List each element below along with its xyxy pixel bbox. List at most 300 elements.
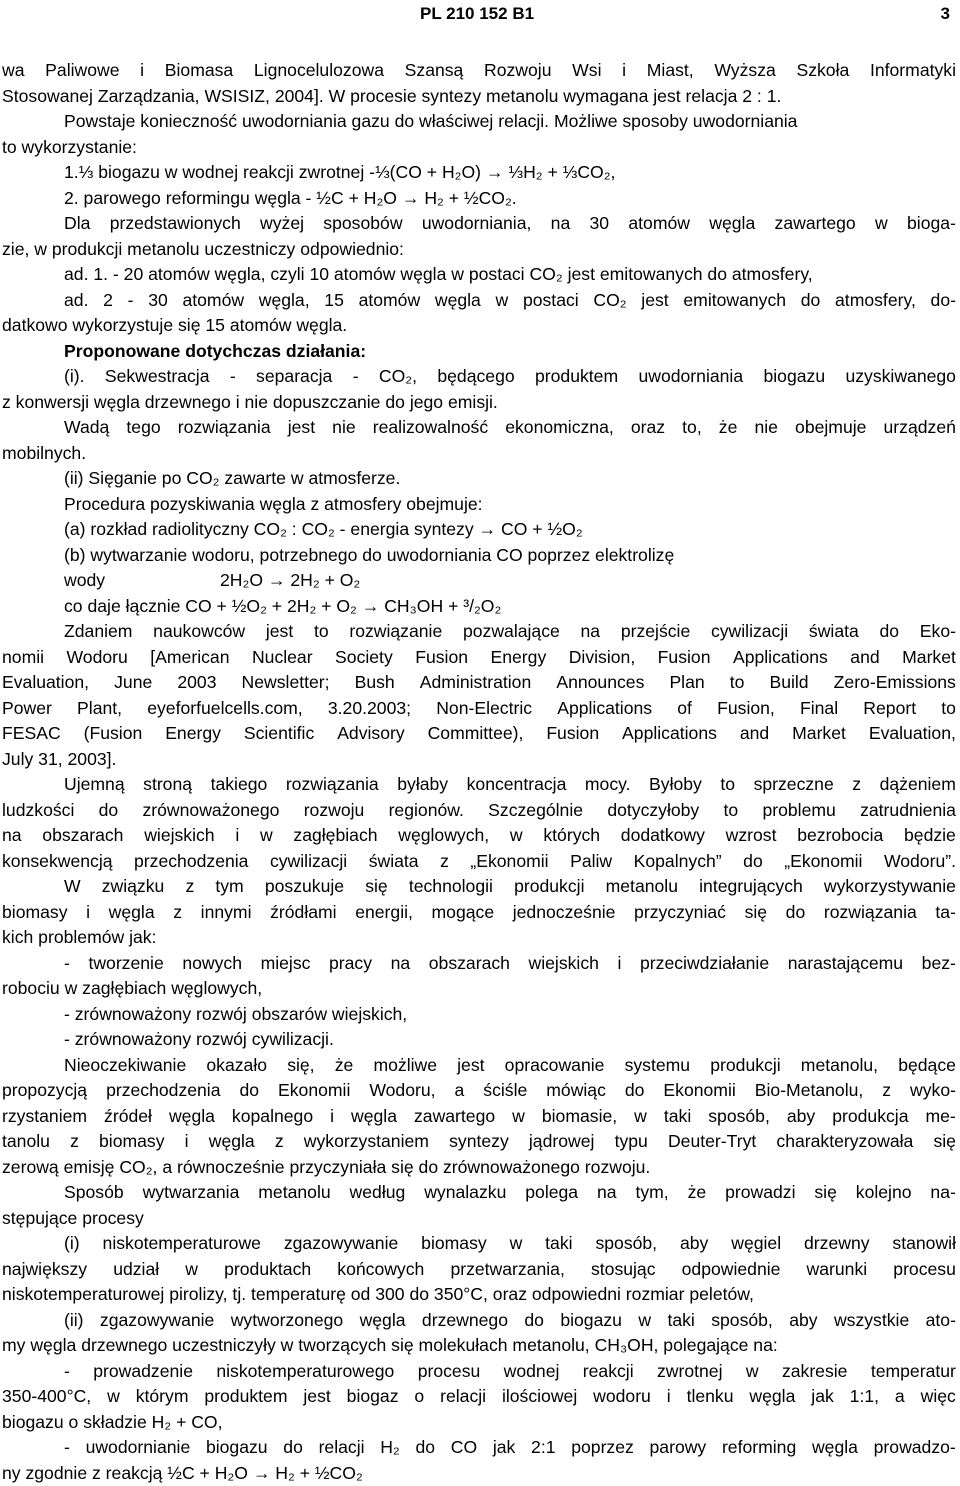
word: dotyczyłoby — [607, 798, 699, 824]
word: w — [107, 1384, 120, 1410]
word: do — [524, 1308, 544, 1334]
word: Report — [863, 696, 916, 722]
word: w — [638, 1308, 651, 1334]
word: ato- — [926, 1308, 956, 1334]
word: kolejno — [856, 1180, 912, 1206]
word: Szczególnie — [488, 798, 583, 824]
text-line — [2, 619, 956, 645]
text-line: robociu w zagłębiach węglowych, — [2, 976, 956, 1002]
word: na — [551, 211, 571, 237]
text-line: Procedura pozyskiwania węgla z atmosfery obejmuje: — [2, 492, 956, 518]
word: Power — [2, 696, 52, 722]
word: produktach — [224, 1257, 311, 1283]
word: urządzeń — [884, 415, 956, 441]
word: Wodoru”. — [884, 849, 956, 875]
word: technologii — [409, 874, 493, 900]
word: Applications — [622, 721, 717, 747]
word: jest — [288, 415, 315, 441]
word: jest — [266, 619, 293, 645]
word: biogaz — [347, 1384, 399, 1410]
word: biogazu — [763, 364, 825, 390]
word: i — [86, 900, 90, 926]
page-header — [0, 0, 960, 30]
word: węgla — [812, 1435, 858, 1461]
word: zgazowywanie — [100, 1308, 214, 1334]
text-line — [2, 1384, 956, 1410]
word: realizowalność — [373, 415, 488, 441]
word: niskotemperaturowe — [103, 1231, 261, 1257]
text-line — [2, 58, 956, 84]
word: CO₂ — [593, 288, 626, 314]
word: innymi — [201, 900, 252, 926]
word: FESAC — [2, 721, 61, 747]
word: oraz — [631, 415, 665, 441]
word: niskotemperaturowego — [216, 1359, 394, 1385]
word: przyczyniać — [634, 900, 726, 926]
word: zgazowywanie — [284, 1231, 398, 1257]
word: Evaluation, — [2, 670, 89, 696]
word: Division, — [569, 645, 635, 671]
word: tego — [126, 415, 160, 441]
word: nomii — [2, 645, 44, 671]
word: produkcja — [832, 1104, 908, 1130]
text-line — [2, 1078, 956, 1104]
text-line: (b) wytwarzanie wodoru, potrzebnego do uwodorniania CO poprzez elektrolizę — [2, 543, 956, 569]
word: jest — [457, 1053, 484, 1079]
text-line: ny zgodnie z reakcją ½C + H₂O → H₂ + ½CO₂ — [2, 1461, 956, 1486]
word: w — [634, 1104, 647, 1130]
word: nie — [332, 415, 355, 441]
section-heading: Proponowane dotychczas działania: — [2, 339, 956, 365]
word: jednocześnie — [513, 900, 616, 926]
word: atomów — [359, 288, 421, 314]
word: taki — [545, 1231, 572, 1257]
word: z — [852, 772, 861, 798]
word: sposób, — [595, 1231, 657, 1257]
word: mogące — [432, 900, 495, 926]
word: - — [64, 951, 70, 977]
text-line: z konwersji węgla drzewnego i nie dopuszczanie do jego emisji. — [2, 390, 956, 416]
word: Wadą — [64, 415, 109, 441]
word: atomów — [628, 211, 690, 237]
word: Paliw — [570, 849, 612, 875]
word: takiego — [211, 772, 268, 798]
word: wszystkie — [834, 1308, 909, 1334]
word: z — [70, 1129, 79, 1155]
word: do — [415, 1435, 435, 1461]
word: dodatkowy — [621, 823, 705, 849]
word: wzrost — [726, 823, 777, 849]
word: prowadzi — [725, 1180, 795, 1206]
word: bez- — [922, 951, 956, 977]
word: w — [512, 1104, 525, 1130]
text-line: Stosowanej Zarządzania, WSISIZ, 2004]. W procesie syntezy metanolu wymagana jest relacja 2 : 1. — [2, 84, 956, 110]
word: Administration — [420, 670, 531, 696]
word: uwodorniania, — [422, 211, 532, 237]
word: - — [353, 364, 359, 390]
word: uwodorniania — [638, 364, 743, 390]
word: do — [801, 288, 821, 314]
word: systemu — [625, 1053, 691, 1079]
word: sposobów — [323, 211, 402, 237]
word: biomasie, — [542, 1104, 617, 1130]
word: jest — [641, 288, 668, 314]
word: drzewnego — [422, 1308, 508, 1334]
word: reforming — [722, 1435, 796, 1461]
word: do — [99, 798, 119, 824]
word: Lignocelulozowa — [254, 58, 384, 84]
word: węglowych, — [398, 823, 489, 849]
word: byłaby — [397, 772, 448, 798]
word: nie — [754, 415, 777, 441]
word: „Ekonomii — [470, 849, 548, 875]
word: rzystaniem — [2, 1104, 87, 1130]
word: 30 — [590, 211, 610, 237]
word: Wyższa — [714, 58, 775, 84]
word: me- — [925, 1104, 955, 1130]
word: i — [235, 823, 239, 849]
word: rozwiązanie — [349, 619, 442, 645]
word: Bush — [355, 670, 395, 696]
word: z — [440, 849, 449, 875]
word: relacji — [440, 1384, 486, 1410]
word: Advisory — [337, 721, 404, 747]
word: wytworzonego — [231, 1308, 343, 1334]
text-line — [2, 900, 956, 926]
text-line — [2, 645, 956, 671]
word: to — [941, 696, 956, 722]
word: - — [128, 288, 134, 314]
word: w — [510, 1231, 523, 1257]
word: cywilizacji — [270, 849, 347, 875]
word: zawartego — [775, 211, 856, 237]
word: procesu — [893, 1257, 956, 1283]
word: koncentracja — [467, 772, 567, 798]
word: Zdaniem — [64, 619, 132, 645]
text-line — [2, 874, 956, 900]
word: biomasy — [99, 1129, 165, 1155]
word: temperatur — [871, 1359, 956, 1385]
word: odpowiednie — [682, 1257, 781, 1283]
word: Miast, — [647, 58, 694, 84]
word: miejsc — [261, 951, 311, 977]
word: rozwiązania — [824, 900, 917, 926]
word: biomasy — [421, 1231, 487, 1257]
word: Szkoła — [796, 58, 849, 84]
text-line: July 31, 2003]. — [2, 747, 956, 773]
text-line — [2, 1308, 956, 1334]
text-line — [2, 849, 956, 875]
text-line — [2, 1257, 956, 1283]
word: ilościowej — [502, 1384, 577, 1410]
word: cywilizacji — [711, 619, 788, 645]
word: poprzez — [571, 1435, 634, 1461]
text-line: - zrównoważony rozwój obszarów wiejskich, — [2, 1002, 956, 1028]
text-line — [2, 772, 956, 798]
text-line — [2, 798, 956, 824]
word: Biomasa — [165, 58, 233, 84]
text-line — [2, 1129, 956, 1155]
text-line: - zrównoważony rozwój cywilizacji. — [2, 1027, 956, 1053]
word: i — [140, 58, 144, 84]
word: integrujących — [699, 874, 803, 900]
word: zwrotnej — [657, 1359, 723, 1385]
word: z — [275, 1129, 284, 1155]
word: się — [745, 900, 768, 926]
word: typu — [615, 1129, 648, 1155]
word: że — [688, 1180, 707, 1206]
word: że — [719, 415, 738, 441]
word: Dla — [64, 211, 90, 237]
text-line: zerową emisję CO₂, a równocześnie przyczyniała się do zrównoważonego rozwoju. — [2, 1155, 956, 1181]
word: polega — [525, 1180, 578, 1206]
word: się — [365, 874, 388, 900]
word: na — [581, 619, 601, 645]
word: stroną — [143, 772, 192, 798]
word: że — [335, 1053, 354, 1079]
word: w — [260, 823, 273, 849]
word: W — [64, 874, 81, 900]
word: [American — [150, 645, 229, 671]
text-line: my węgla drzewnego uczestniczyły w tworzących się molekułach metanolu, CH₃OH, polegające na: — [2, 1333, 956, 1359]
word: CO₂, — [379, 364, 417, 390]
word: Bio-Metanolu, — [755, 1078, 864, 1104]
word: węgla — [351, 1104, 397, 1130]
word: Deuter-Tryt — [668, 1129, 756, 1155]
equation-line: (a) rozkład radiolityczny CO₂ : CO₂ - energia syntezy → CO + ½O₂ — [2, 517, 956, 543]
word: pracy — [329, 951, 372, 977]
word: (i) — [64, 1231, 80, 1257]
word: wiejskich — [529, 951, 599, 977]
word: procesu — [418, 1359, 481, 1385]
word: tym, — [635, 1180, 668, 1206]
word: wa — [2, 58, 25, 84]
word: Build — [769, 670, 808, 696]
word: Fusion, — [717, 696, 775, 722]
word: prowadzo- — [874, 1435, 956, 1461]
word: ludzkości — [2, 798, 74, 824]
text-line: mobilnych. — [2, 441, 956, 467]
equation-label: wody — [64, 568, 220, 594]
word: metanolu — [258, 1180, 330, 1206]
word: i — [622, 58, 626, 84]
word: regionów. — [389, 798, 464, 824]
word: to, — [682, 415, 702, 441]
word: metanolu, — [801, 1053, 878, 1079]
word: i — [618, 951, 622, 977]
word: wynalazku — [424, 1180, 506, 1206]
word: wyko- — [910, 1078, 956, 1104]
word: charakteryzowała — [776, 1129, 913, 1155]
word: parowy — [650, 1435, 707, 1461]
text-line: datkowo wykorzystuje się 15 atomów węgla. — [2, 313, 956, 339]
word: biogazu — [560, 1308, 622, 1334]
word: warunki — [807, 1257, 868, 1283]
word: węgla — [709, 211, 755, 237]
word: których — [543, 823, 600, 849]
word: jak — [493, 1435, 516, 1461]
word: świata — [809, 619, 859, 645]
word: węgiel — [731, 1231, 781, 1257]
word: metanolu — [606, 874, 678, 900]
word: tanolu — [2, 1129, 50, 1155]
word: produkcji — [710, 1053, 780, 1079]
word: i — [185, 1129, 189, 1155]
word: Final — [800, 696, 838, 722]
word: zatrudnienia — [860, 798, 956, 824]
word: uzyskiwanego — [845, 364, 956, 390]
word: do- — [931, 288, 956, 314]
word: źródeł — [104, 1104, 152, 1130]
word: do — [239, 1078, 259, 1104]
word: syntezy — [449, 1129, 509, 1155]
text-line: (ii) Sięganie po CO₂ zawarte w atmosferze. — [2, 466, 956, 492]
equation-line: co daje łącznie CO + ½O₂ + 2H₂ + O₂ → CH₃OH + ³/₂O₂ — [2, 594, 956, 620]
word: zrównoważonego — [142, 798, 279, 824]
word: Ujemną — [64, 772, 125, 798]
word: Scientific — [244, 721, 314, 747]
word: Byłoby — [649, 772, 702, 798]
word: z — [173, 900, 182, 926]
word: ściśle — [483, 1078, 527, 1104]
word: Fusion — [658, 645, 711, 671]
word: aby — [680, 1231, 708, 1257]
word: Society — [335, 645, 393, 671]
word: Nuclear — [252, 645, 313, 671]
word: węgla — [749, 1384, 795, 1410]
word: obszarach — [42, 823, 123, 849]
word: Kopalnych” — [634, 849, 722, 875]
word: Ekonomii — [278, 1078, 350, 1104]
word: bioga- — [907, 211, 956, 237]
equation: 2H₂O → 2H₂ + O₂ — [220, 570, 360, 590]
word: to — [724, 798, 739, 824]
word: poszukuje — [265, 874, 344, 900]
word: wykorzystaniem — [304, 1129, 429, 1155]
word: będące — [898, 1053, 956, 1079]
text-line — [2, 721, 956, 747]
word: problemu — [762, 798, 835, 824]
word: Plant, — [77, 696, 122, 722]
word: propozycją — [2, 1078, 87, 1104]
word: Announces — [556, 670, 644, 696]
equation-line — [2, 568, 956, 594]
text-line: biogazu o składzie H₂ + CO, — [2, 1410, 956, 1436]
word: się, — [287, 1053, 314, 1079]
word: - — [64, 1359, 70, 1385]
word: stanowił — [892, 1231, 956, 1257]
word: Zero-Emissions — [834, 670, 956, 696]
word: w — [185, 1257, 198, 1283]
word: do — [743, 849, 763, 875]
word: Fusion — [415, 645, 468, 671]
word: Informatyki — [870, 58, 956, 84]
word: Plan — [669, 670, 704, 696]
word: do — [625, 1078, 645, 1104]
word: uwodornianie — [86, 1435, 191, 1461]
word: mówiąc — [546, 1078, 606, 1104]
word: świata — [369, 849, 419, 875]
word: rozwiązania — [286, 772, 379, 798]
word: (Fusion — [84, 721, 143, 747]
word: w — [746, 1359, 759, 1385]
text-line — [2, 1053, 956, 1079]
word: Szansą — [405, 58, 464, 84]
word: Nieoczekiwanie — [64, 1053, 186, 1079]
word: „Ekonomii — [784, 849, 862, 875]
word: się — [814, 1180, 837, 1206]
word: kopalnego — [232, 1104, 313, 1130]
word: emitowanych — [683, 288, 786, 314]
word: relacji — [319, 1435, 365, 1461]
word: atmosfery, — [835, 288, 916, 314]
word: przechodzenia — [134, 849, 248, 875]
word: przeciwdziałanie — [640, 951, 769, 977]
word: będącego — [437, 364, 514, 390]
word: wiejskich — [144, 823, 214, 849]
word: wodnej — [504, 1359, 560, 1385]
word: do — [283, 1435, 303, 1461]
word: na — [2, 823, 22, 849]
text-line — [2, 1359, 956, 1385]
text-line — [2, 1435, 956, 1461]
word: stosując — [591, 1257, 656, 1283]
word: i — [667, 1384, 671, 1410]
word: zagłębiach — [293, 823, 377, 849]
text-line — [2, 951, 956, 977]
page-number: 3 — [941, 4, 950, 24]
text-line — [2, 1180, 956, 1206]
word: jak — [811, 1384, 834, 1410]
word: wyżej — [260, 211, 304, 237]
word: 2 — [103, 288, 113, 314]
text-line: to wykorzystanie: — [2, 135, 956, 161]
word: przetwarzania, — [450, 1257, 564, 1283]
word: Wsi — [572, 58, 601, 84]
word: Sekwestracja — [105, 364, 210, 390]
word: produktem — [535, 364, 618, 390]
word: więc — [921, 1384, 956, 1410]
word: rozwiązania — [178, 415, 271, 441]
word: Eko- — [920, 619, 956, 645]
word: mocy. — [585, 772, 631, 798]
text-line — [2, 1104, 956, 1130]
text-line: 1.⅓ biogazu w wodnej reakcji zwrotnej -⅓(CO + H₂O) → ⅓H₂ + ⅓CO₂, — [2, 160, 956, 186]
word: wykorzystywanie — [824, 874, 956, 900]
word: zakresie — [782, 1359, 848, 1385]
word: końcowych — [337, 1257, 424, 1283]
word: Paliwowe — [45, 58, 119, 84]
word: 350-400°C, — [2, 1384, 91, 1410]
word: Rozwoju — [484, 58, 551, 84]
word: Wodoru — [67, 645, 128, 671]
word: zawartego — [414, 1104, 495, 1130]
word: którym — [136, 1384, 189, 1410]
word: sposób, — [708, 1104, 770, 1130]
word: (i). — [64, 364, 85, 390]
word: możliwe — [373, 1053, 437, 1079]
word: postaci — [523, 288, 579, 314]
word: June — [114, 670, 152, 696]
word: Sposób — [64, 1180, 124, 1206]
word: narastającemu — [788, 951, 903, 977]
word: Committee), — [428, 721, 524, 747]
word: to — [314, 619, 329, 645]
word: - — [64, 1435, 70, 1461]
word: się — [933, 1129, 956, 1155]
word: naukowców — [153, 619, 245, 645]
text-line: niskotemperaturowej pirolizy, tj. temperaturę od 300 do 350°C, oraz odpowiedni rozmiar peletów, — [2, 1282, 956, 1308]
